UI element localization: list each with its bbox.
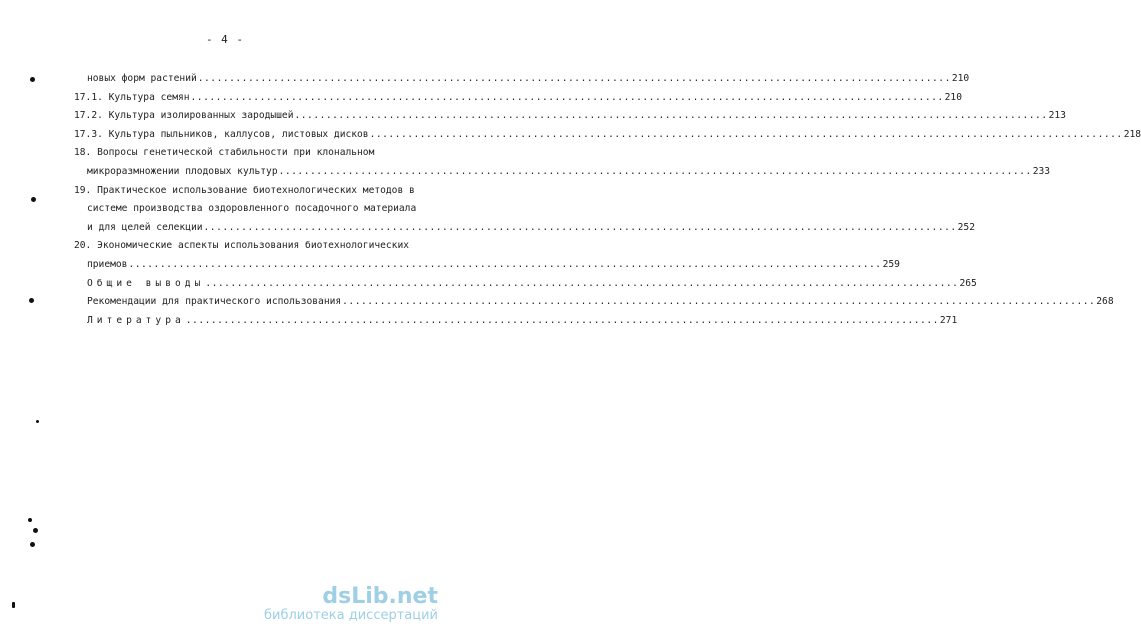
toc-line	[74, 126, 1141, 145]
toc-entry-title: системе производства оздоровленного посадочного материала	[87, 203, 417, 215]
toc-entry-title: Общие выводы	[87, 277, 205, 289]
toc-line	[74, 293, 1114, 312]
toc-entry-title: приемов	[87, 258, 128, 270]
toc-entry-title: 17.2. Культура изолированных зародышей	[74, 110, 294, 122]
toc-line	[74, 237, 429, 256]
toc-line	[74, 312, 958, 331]
toc-leader-dots: ........................................................................................................................	[203, 221, 957, 233]
toc-page-number: 218	[1123, 128, 1141, 140]
scan-speck	[28, 518, 32, 522]
page-number: - 4 -	[205, 33, 245, 46]
toc-entry-title: новых форм растений	[87, 73, 197, 84]
toc-leader-dots: ........................................................................................................................	[185, 314, 939, 326]
toc-page-number: 259	[882, 258, 900, 270]
toc-page-number: 233	[1032, 165, 1051, 177]
toc-entry-title: Литература	[87, 314, 185, 326]
toc-leader-dots: ........................................................................................................................	[278, 165, 1032, 177]
watermark	[264, 586, 438, 624]
scan-speck	[33, 528, 38, 533]
toc-page-number: 265	[959, 277, 977, 289]
scan-speck	[31, 197, 36, 202]
toc-line	[74, 144, 429, 163]
toc-page-number: 210	[951, 73, 970, 84]
scan-speck	[36, 420, 39, 423]
toc-page-number: 210	[944, 91, 962, 103]
toc-line	[74, 89, 962, 108]
toc-leader-dots: ........................................................................................................................	[294, 110, 1048, 122]
scan-speck	[12, 602, 15, 608]
toc-entry-title: 19. Практическое использование биотехнологических методов в	[74, 184, 415, 196]
scan-speck	[30, 542, 35, 547]
toc-line	[74, 219, 975, 238]
toc-entry-title: 18. Вопросы генетической стабильности при клональном	[74, 147, 375, 159]
watermark-subtitle: библиотека диссертаций	[264, 608, 438, 623]
toc-line	[74, 107, 1066, 126]
toc-page-number: 271	[939, 314, 958, 326]
toc-leader-dots: ........................................................................................................................	[205, 277, 959, 289]
toc-line	[74, 275, 977, 294]
toc-line	[74, 70, 970, 89]
toc-page-number: 213	[1048, 110, 1066, 122]
toc-leader-dots: ........................................................................................................................	[369, 128, 1123, 140]
toc-entry-title: Рекомендации для практического использования	[87, 296, 342, 308]
toc-page-number: 268	[1096, 296, 1114, 308]
toc-line	[74, 200, 429, 219]
toc-line	[74, 182, 429, 201]
toc-leader-dots: ........................................................................................................................	[190, 91, 944, 103]
toc-entry-title: 20. Экономические аспекты использования биотехнологических	[74, 240, 410, 252]
toc-entry-title: микроразмножении плодовых культур	[87, 165, 278, 177]
toc-line	[74, 256, 900, 275]
toc-entry-title: и для целей селекции	[87, 221, 203, 233]
toc-entry-title: 17.1. Культура семян	[74, 91, 190, 103]
scan-speck	[30, 77, 35, 82]
table-of-contents	[74, 70, 1141, 330]
scan-speck	[29, 298, 34, 303]
toc-leader-dots: ........................................................................................................................	[197, 73, 951, 84]
toc-entry-title: 17.3. Культура пыльников, каллусов, листовых дисков	[74, 128, 369, 140]
watermark-logo: dsLib.net	[322, 584, 438, 609]
toc-leader-dots: ........................................................................................................................	[128, 258, 882, 270]
toc-line	[74, 163, 1051, 182]
toc-leader-dots: ........................................................................................................................	[342, 296, 1096, 308]
toc-page-number: 252	[957, 221, 975, 233]
